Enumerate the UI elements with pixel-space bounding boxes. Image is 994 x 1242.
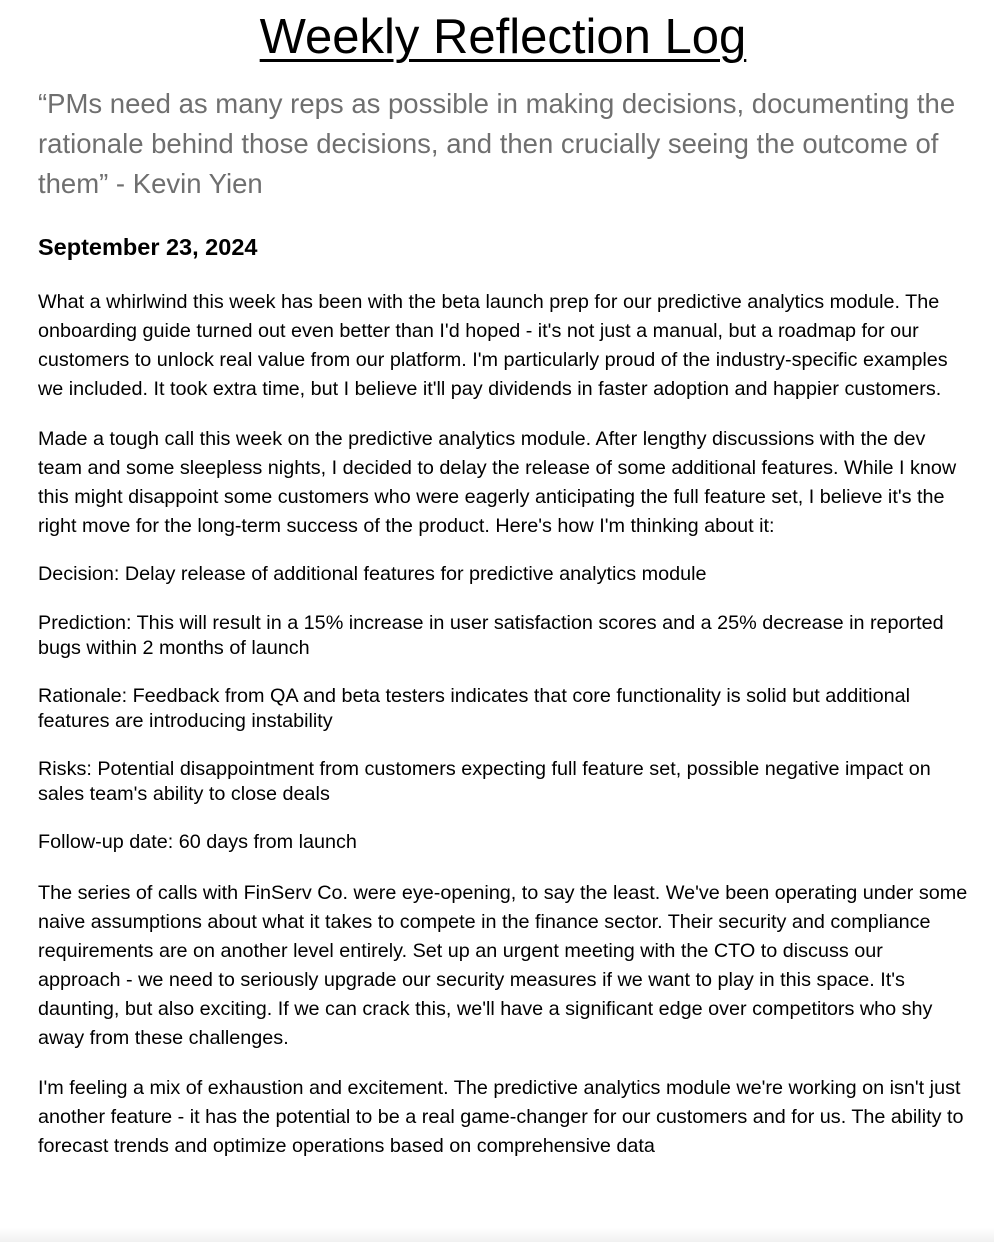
paragraph-feelings: I'm feeling a mix of exhaustion and excitement. The predictive analytics module we're working on isn't just another feature - it has the potential to be a real game-changer for our customers and for us. The ability to forecast trends and optimize operations based on comprehensive data <box>38 1077 964 1157</box>
epigraph-quote: “PMs need as many reps as possible in making decisions, documenting the rationale behind those decisions, and then crucially seeing the outcome of them” - Kevin Yien <box>38 88 956 199</box>
page-title: Weekly Reflection Log <box>259 10 747 64</box>
document-page <box>38 6 968 1182</box>
risks-item: Risks: Potential disappointment from customers expecting full feature set, possible negative impact on sales team's ability to close deals <box>38 758 931 805</box>
rationale-item: Rationale: Feedback from QA and beta testers indicates that core functionality is solid but additional features are introducing instability <box>38 685 910 732</box>
follow-up-item: Follow-up date: 60 days from launch <box>38 831 357 853</box>
paragraph-tough-call: Made a tough call this week on the predictive analytics module. After lengthy discussions with the dev team and some sleepless nights, I decided to delay the release of some additional features. While I know this might disappoint some customers who were eagerly anticipating the full feature set, I believe it's the right move for the long-term success of the product. Here's how I'm thinking about it: <box>38 428 957 537</box>
bottom-fade <box>0 1228 994 1242</box>
paragraph-finserv: The series of calls with FinServ Co. were eye-opening, to say the least. We've been operating under some naive assumptions about what it takes to compete in the finance sector. Their security and compliance requirements are on another level entirely. Set up an urgent meeting with the CTO to discuss our approach - we need to seriously upgrade our security measures if we want to play in this space. It's daunting, but also exciting. If we can crack this, we'll have a significant edge over competitors who shy away from these challenges. <box>38 882 968 1049</box>
decision-item: Decision: Delay release of additional features for predictive analytics module <box>38 563 707 585</box>
entry-date: September 23, 2024 <box>38 234 258 260</box>
paragraph-beta-launch: What a whirlwind this week has been with the beta launch prep for our predictive analytics module. The onboarding guide turned out even better than I'd hoped - it's not just a manual, but a roadmap for our customers to unlock real value from our platform. I'm particularly proud of the industry-specific examples we included. It took extra time, but I believe it'll pay dividends in faster adoption and happier customers. <box>38 291 948 400</box>
prediction-item: Prediction: This will result in a 15% increase in user satisfaction scores and a 25% decrease in reported bugs within 2 months of launch <box>38 612 944 659</box>
